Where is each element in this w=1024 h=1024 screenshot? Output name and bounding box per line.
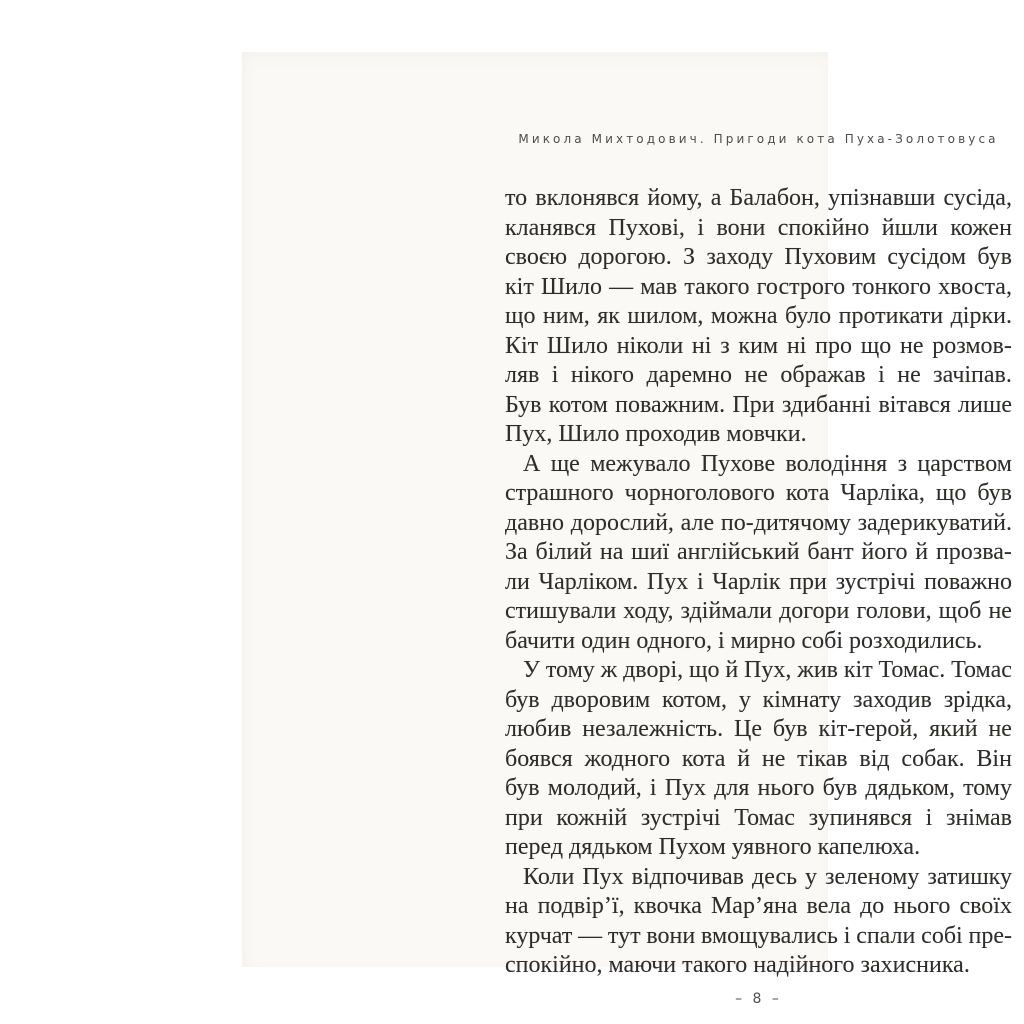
text-line: ли Чарліком. Пух і Чарлік при зустрічі поважно xyxy=(505,568,1012,595)
running-head: Микола Михтодович. Пригоди кота Пуха-Золотовуса xyxy=(518,132,999,146)
text-line: перед дядьком Пухом уявного капелюха. xyxy=(505,834,921,860)
text-line: при кожній зустрічі Томас зупинявся і знімав xyxy=(505,804,1012,831)
text-line: У тому ж дворі, що й Пух, жив кіт Томас. Томас xyxy=(523,657,1012,683)
text-line: Був котом поважним. При здибанні вітався лише xyxy=(505,391,1012,418)
paragraph xyxy=(505,450,1012,657)
text-line: кіт Шило — мав такого гострого тонкого хвоста, xyxy=(505,273,1012,300)
text-line: А ще межувало Пухове володіння з царством xyxy=(523,450,1012,477)
page-text xyxy=(505,184,1012,981)
text-line: то вклонявся йому, а Балабон, упізнавши сусіда, xyxy=(505,185,1012,211)
page-number: – 8 – xyxy=(735,991,782,1007)
text-line: стишували ходу, здіймали догори голови, щоб не xyxy=(505,598,1012,624)
text-line: курчат — тут вони вмощувались і спали собі пре- xyxy=(505,922,1012,949)
text-line: любив незалежність. Це був кіт-герой, який не xyxy=(505,716,1012,742)
text-line: давно дорослий, але по-дитячому задерикуватий. xyxy=(505,509,1012,536)
paragraph xyxy=(505,656,1012,863)
text-line: За білий на шиї англійський бант його й прозва- xyxy=(505,539,1012,565)
text-line: був дворовим котом, у кімнату заходив зрідка, xyxy=(505,686,1012,713)
text-line: був молодий, і Пух для нього був дядьком, тому xyxy=(505,775,1012,801)
text-line: бачити один одного, і мирно собі розходились. xyxy=(505,627,983,654)
text-line: Кіт Шило ніколи ні з ким ні про що не розмов- xyxy=(505,332,1012,359)
text-line: Пух, Шило проходив мовчки. xyxy=(505,421,807,447)
text-line: своєю дорогою. З заходу Пуховим сусідом був xyxy=(505,244,1012,270)
text-line: що ним, як шилом, можна було протикати дірки. xyxy=(505,303,1012,329)
text-line: спокійно, маючи такого надійного захисника. xyxy=(505,952,970,978)
text-line: боявся жодного кота й не тікав від собак. Він xyxy=(505,745,1012,772)
text-line: ляв і нікого даремно не ображав і не зачіпав. xyxy=(505,362,1012,388)
text-line: Коли Пух відпочивав десь у зеленому затишку xyxy=(523,863,1012,890)
book-page-scan xyxy=(242,52,1012,1007)
paragraph xyxy=(505,863,1012,981)
paragraph xyxy=(505,184,1012,450)
text-line: на подвір’ї, квочка Мар’яна вела до нього своїх xyxy=(505,893,1012,919)
text-line: страшного чорноголового кота Чарліка, що був xyxy=(505,480,1012,506)
text-line: кланявся Пухові, і вони спокійно йшли кожен xyxy=(505,214,1012,241)
